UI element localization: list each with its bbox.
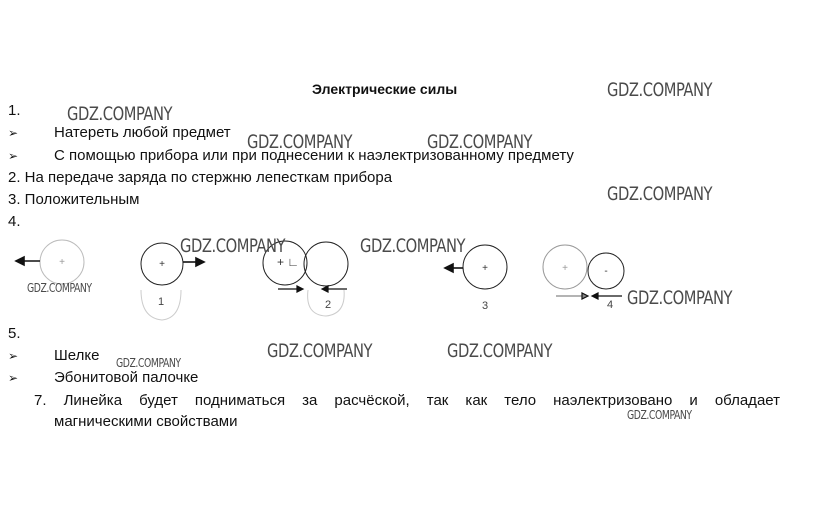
bullet-arrow-icon: ➢ bbox=[8, 371, 19, 385]
charge-2a: + ∟ bbox=[276, 255, 300, 269]
watermark: GDZ.COMPANY bbox=[247, 131, 353, 153]
charge-a: + bbox=[59, 257, 65, 268]
label-3: 3 bbox=[481, 300, 489, 312]
ball-2b bbox=[304, 242, 348, 286]
watermark: GDZ.COMPANY bbox=[67, 103, 173, 125]
watermark: GDZ.COMPANY bbox=[267, 340, 373, 362]
item-1-bullet-1: Натереть любой предмет bbox=[54, 124, 231, 141]
charge-3: + bbox=[482, 263, 488, 274]
item-5-bullet-2: Эбонитовой палочке bbox=[54, 369, 199, 386]
watermark: GDZ.COMPANY bbox=[607, 183, 713, 205]
watermark: GDZ.COMPANY bbox=[360, 235, 466, 257]
bullet-arrow-icon: ➢ bbox=[8, 126, 19, 140]
arrow-a-left-head bbox=[16, 257, 24, 265]
arrow-3-left-head bbox=[445, 264, 453, 272]
item-5-number: 5. bbox=[8, 325, 21, 342]
bullet-arrow-icon: ➢ bbox=[8, 349, 19, 363]
watermark: GDZ.COMPANY bbox=[27, 281, 92, 295]
item-1-bullet-2: С помощью прибора или при поднесении к наэлектризованному предмету bbox=[54, 147, 574, 164]
item-5-bullet-1: Шелке bbox=[54, 347, 100, 364]
bullet-arrow-icon: ➢ bbox=[8, 149, 19, 163]
charge-4b: - bbox=[604, 266, 608, 277]
arrow-2-left-head bbox=[322, 286, 328, 292]
arrow-4-right-head bbox=[582, 293, 588, 299]
item-4-number: 4. bbox=[8, 213, 21, 230]
item-3: 3. Положительным bbox=[8, 191, 140, 208]
item-1-number: 1. bbox=[8, 102, 21, 119]
item-7-line-2: магническими свойствами bbox=[54, 413, 238, 430]
watermark: GDZ.COMPANY bbox=[607, 79, 713, 101]
arrow-4-left-head bbox=[592, 293, 598, 299]
watermark: GDZ.COMPANY bbox=[627, 408, 692, 422]
label-1: 1 bbox=[157, 296, 165, 308]
charge-4a: + bbox=[562, 263, 568, 274]
watermark: GDZ.COMPANY bbox=[447, 340, 553, 362]
label-4: 4 bbox=[606, 299, 614, 311]
arrow-1-right-head bbox=[196, 258, 204, 266]
watermark: GDZ.COMPANY bbox=[427, 131, 533, 153]
label-2: 2 bbox=[324, 299, 332, 311]
item-2: 2. На передаче заряда по стержню лепесткам прибора bbox=[8, 169, 393, 186]
watermark: GDZ.COMPANY bbox=[116, 356, 181, 370]
arrow-2-right-head bbox=[297, 286, 303, 292]
item-7-line-1: 7. Линейка будет подниматься за расчёской, так как тело наэлектризовано и обладает bbox=[34, 392, 780, 409]
watermark: GDZ.COMPANY bbox=[180, 235, 286, 257]
watermark: GDZ.COMPANY bbox=[627, 287, 733, 309]
charge-1: + bbox=[159, 259, 165, 270]
page-title: Электрические силы bbox=[312, 81, 458, 97]
